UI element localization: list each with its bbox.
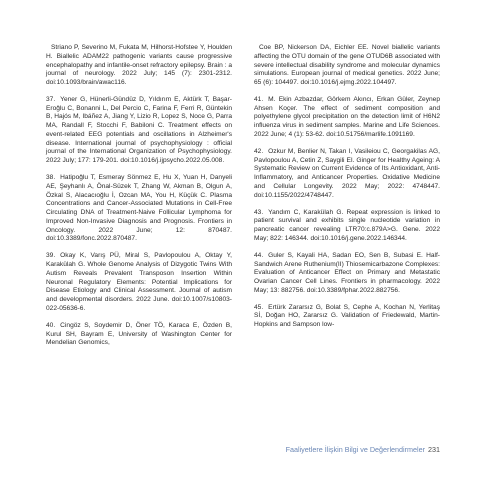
page-footer	[240, 445, 440, 454]
reference-number: 39.	[46, 252, 56, 260]
reference-number: 42.	[254, 147, 264, 155]
reference-entry	[254, 148, 440, 201]
reference-text: Ozkur M, Benlier N, Takan I, Vasileiou C, Georgakilas AG, Pavlopoulou A, Cetin Z, Saygili EI. Ginger for Healthy Ageing: A Systematic Review on Current Evidence of Its Antioxidant, Anti-Inflammatory, and Anticancer Properties. Oxidative Medicine and Cellular Longevity. 2022 May; 2022: 4748447. doi:10.1155/2022/4748447.	[254, 147, 440, 199]
footer-title: Faaliyetlere İlişkin Bilgi ve Değerlendirmeler	[285, 445, 425, 454]
reference-entry	[254, 209, 440, 244]
right-column	[254, 44, 440, 338]
reference-entry	[254, 96, 440, 140]
reference-text: Guler S, Kayali HA, Sadan EO, Sen B, Subasi E. Half-Sandwich Arene Ruthenium(II) Thiosemicarbazone Complexes: Evaluation of Anticancer Effect on Primary and Metastatic Ovarian Cancer Cell Lines. Frontiers in pharmacology. 2022 May; 13: 882756. doi:10.3389/fphar.2022.882756.	[254, 251, 440, 294]
reference-text: Yandım C, Karakülah G. Repeat expression is linked to patient survival and exhibits single nucleotide variation in pancreatic cancer revealing LTR70:c.879A>G. Gene. 2022 May; 822: 146344. doi:10.1016/j.gene.2022.146344.	[254, 208, 440, 242]
reference-text: Ertürk Zararsız G, Bolat S, Cephe A, Kochan N, Yerlitaş Sİ, Doğan HO, Zararsız G. Validation of Friedewald, Martin-Hopkins and Sampson low-	[254, 303, 440, 329]
reference-entry	[46, 44, 232, 88]
reference-text: M. Ekin Azbazdar, Görkem Akıncı, Erkan Güler, Zeynep Ahsen Koçer. The effect of sediment composition and polyethylene glycol precipitation on the detection limit of H6N2 influenza virus in sediment samples. Marine and Life Sciences. 2022 June; 4 (1): 53-62. doi:10.51756/marlife.1091169.	[254, 95, 440, 138]
reference-entry	[254, 252, 440, 296]
reference-number: 45.	[254, 303, 264, 311]
reference-entry	[46, 252, 232, 313]
reference-entry	[254, 44, 440, 88]
reference-text: Okay K, Varış PÜ, Miral S, Pavlopoulou A, Oktay Y, Karakülah G. Whole Genome Analysis of Dizygotic Twins With Autism Reveals Prevalent Transposon Insertion Within Neuronal Regulatory Elements: Potential Implications for Disease Etiology and Clinical Assessment. Journal of autism and developmental disorders. 2022 June. doi:10.1007/s10803-022-05636-6.	[46, 252, 232, 312]
reference-text: Hatipoğlu T, Esmeray Sönmez E, Hu X, Yuan H, Danyeli AE, Şeyhanlı A, Önal-Süzek T, Zhang W, Akman B, Olgun A, Özkal S, Alacacıoğlu İ, Ozcan MA, You H, Küçük C. Plasma Concentrations and Cancer-Associated Mutations in Cell-Free Circulating DNA of Treatment-Naive Follicular Lymphoma for Improved Non-Invasive Diagnosis and Prognosis. Frontiers in Oncology. 2022 June; 12: 870487. doi:10.3389/fonc.2022.870487.	[46, 174, 232, 243]
reference-entry	[46, 174, 232, 244]
reference-number: 43.	[254, 208, 264, 216]
reference-entry	[46, 322, 232, 348]
left-column	[46, 44, 232, 356]
reference-number: 37.	[46, 95, 56, 103]
reference-number: 44.	[254, 251, 264, 259]
reference-text: Yener G, Hünerli-Gündüz D, Yıldırım E, Aktürk T, Başar-Eroğlu C, Bonanni L, Del Percio C, Farina F, Ferri R, Güntekin B, Hajós M, Ibáñez A, Jiang Y, Lizio R, Lopez S, Noce G, Parra MA, Randall F, Stocchi F, Babiloni C. Treatment effects on event-related EEG potentials and oscillations in Alzheimer's disease. International journal of psychophysiology : official journal of the International Organization of Psychophysiology. 2022 July; 177: 179-201. doi:10.1016/j.ijpsycho.2022.05.008.	[46, 95, 232, 165]
reference-number: 40.	[46, 321, 56, 329]
reference-text: Coe BP, Nickerson DA, Eichler EE. Novel biallelic variants affecting the OTU domain of the gene OTUD6B associated with severe intellectual disability syndrome and molecular dynamics simulations. European journal of medical genetics. 2022 June; 65 (6): 104497. doi:10.1016/j.ejmg.2022.104497.	[254, 44, 440, 86]
reference-number: 38.	[46, 174, 56, 182]
page-number: 231	[428, 445, 440, 454]
reference-entry	[46, 96, 232, 166]
reference-entry	[254, 304, 440, 330]
reference-number: 41.	[254, 95, 264, 103]
reference-text: Striano P, Severino M, Fukata M, Hilhorst-Hofstee Y, Houlden H. Biallelic ADAM22 pathogenic variants cause progressive encephalopathy and infantile-onset refractory epilepsy. Brain : a journal of neurology. 2022 July; 145 (7): 2301-2312. doi:10.1093/brain/awac116.	[46, 44, 232, 86]
reference-text: Cingöz S, Soydemir D, Öner TÖ, Karaca E, Özden B, Kurul SH, Bayram E, University of Washington Center for Mendelian Genomics,	[46, 321, 232, 347]
